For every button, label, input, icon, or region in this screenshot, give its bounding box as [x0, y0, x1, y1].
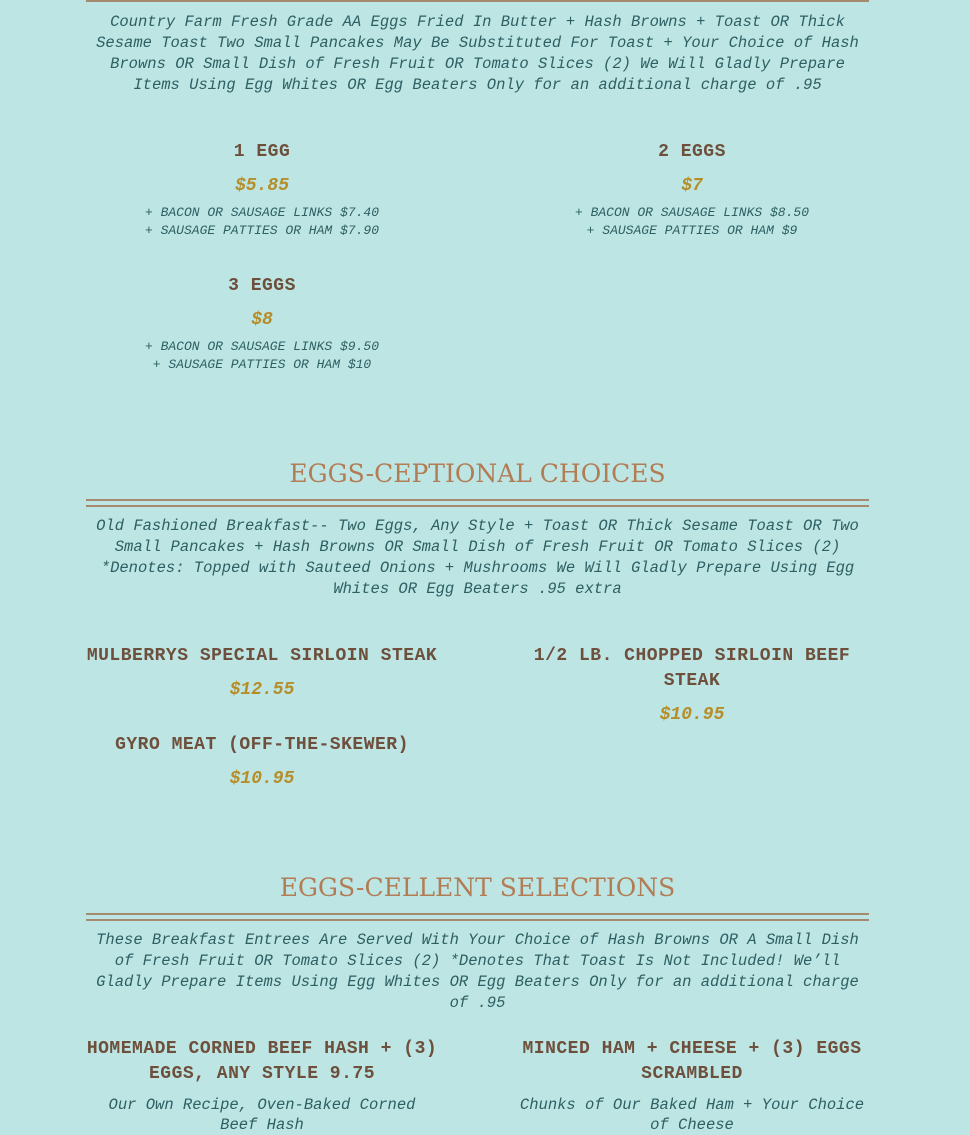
section-divider	[86, 913, 869, 921]
menu-item-2-eggs	[516, 140, 868, 240]
eggs-intro: Country Farm Fresh Grade AA Eggs Fried In Butter + Hash Browns + Toast OR Thick Sesame Toast Two Small Pancakes May Be Substituted For Toast + Your Choice of Hash Browns OR Small Dish of Fresh Fruit OR Tomato Slices (2) We Will Gladly Prepare Items Using Egg Whites OR Egg Beaters Only for an additional charge of .95	[96, 13, 859, 94]
menu-item-corned-beef-hash	[86, 1037, 438, 1135]
section-divider	[86, 499, 869, 507]
item-price: $10.95	[659, 705, 725, 725]
item-name: 2 EGGS	[658, 142, 726, 162]
item-name: 1/2 LB. CHOPPED SIRLOIN BEEF STEAK	[533, 646, 851, 691]
addon-line: + SAUSAGE PATTIES OR HAM $7.90	[144, 223, 380, 238]
menu-item-gyro-meat	[86, 733, 438, 789]
section-title-eggs-cellent: EGGS-CELLENT SELECTIONS	[279, 873, 676, 902]
menu-item-3-eggs	[86, 274, 438, 374]
addon-line: + BACON OR SAUSAGE LINKS $7.40	[144, 205, 380, 220]
item-price: $5.85	[234, 176, 289, 196]
item-price: $7	[681, 176, 703, 196]
item-addons	[516, 204, 868, 240]
menu-item-minced-ham-cheese	[516, 1037, 868, 1135]
addon-line: + SAUSAGE PATTIES OR HAM $10	[152, 357, 372, 372]
item-addons	[86, 338, 438, 374]
section-title-eggs-ceptional: EGGS-CEPTIONAL CHOICES	[289, 459, 666, 488]
menu-item-1-egg	[86, 140, 438, 240]
item-addons	[86, 204, 438, 240]
item-price: $8	[251, 310, 273, 330]
top-divider	[86, 0, 869, 2]
menu-item-chopped-sirloin	[516, 644, 868, 725]
menu-item-sirloin-steak	[86, 644, 438, 700]
eggs-ceptional-intro: Old Fashioned Breakfast-- Two Eggs, Any Style + Toast OR Thick Sesame Toast OR Two Small Pancakes + Hash Browns OR Small Dish of Fresh Fruit OR Tomato Slices (2) *Denotes: Topped with Sauteed Onions + Mushrooms We Will Gladly Prepare Using Egg Whites OR Egg Beaters .95 extra	[96, 517, 859, 598]
item-name: MULBERRYS SPECIAL SIRLOIN STEAK	[86, 646, 438, 666]
addon-line: + BACON OR SAUSAGE LINKS $8.50	[574, 205, 810, 220]
item-name: GYRO MEAT (OFF-THE-SKEWER)	[115, 735, 409, 755]
item-price: $12.55	[229, 680, 295, 700]
item-name: 1 EGG	[233, 142, 291, 162]
addon-line: + SAUSAGE PATTIES OR HAM $9	[586, 223, 798, 238]
item-name: 3 EGGS	[228, 276, 296, 296]
item-name: MINCED HAM + CHEESE + (3) EGGS SCRAMBLED	[522, 1039, 862, 1084]
item-description: Chunks of Our Baked Ham + Your Choice of Cheese	[519, 1096, 865, 1134]
addon-line: + BACON OR SAUSAGE LINKS $9.50	[144, 339, 380, 354]
item-name: HOMEMADE CORNED BEEF HASH + (3) EGGS, ANY STYLE 9.75	[86, 1039, 438, 1084]
item-description: Our Own Recipe, Oven-Baked Corned Beef Hash	[108, 1096, 416, 1134]
item-price: $10.95	[229, 769, 295, 789]
eggs-cellent-intro: These Breakfast Entrees Are Served With Your Choice of Hash Browns OR A Small Dish of Fresh Fruit OR Tomato Slices (2) *Denotes That Toast Is Not Included! We’ll Gladly Prepare Items Using Egg Whites OR Egg Beaters Only for an additional charge of .95	[96, 931, 859, 1012]
